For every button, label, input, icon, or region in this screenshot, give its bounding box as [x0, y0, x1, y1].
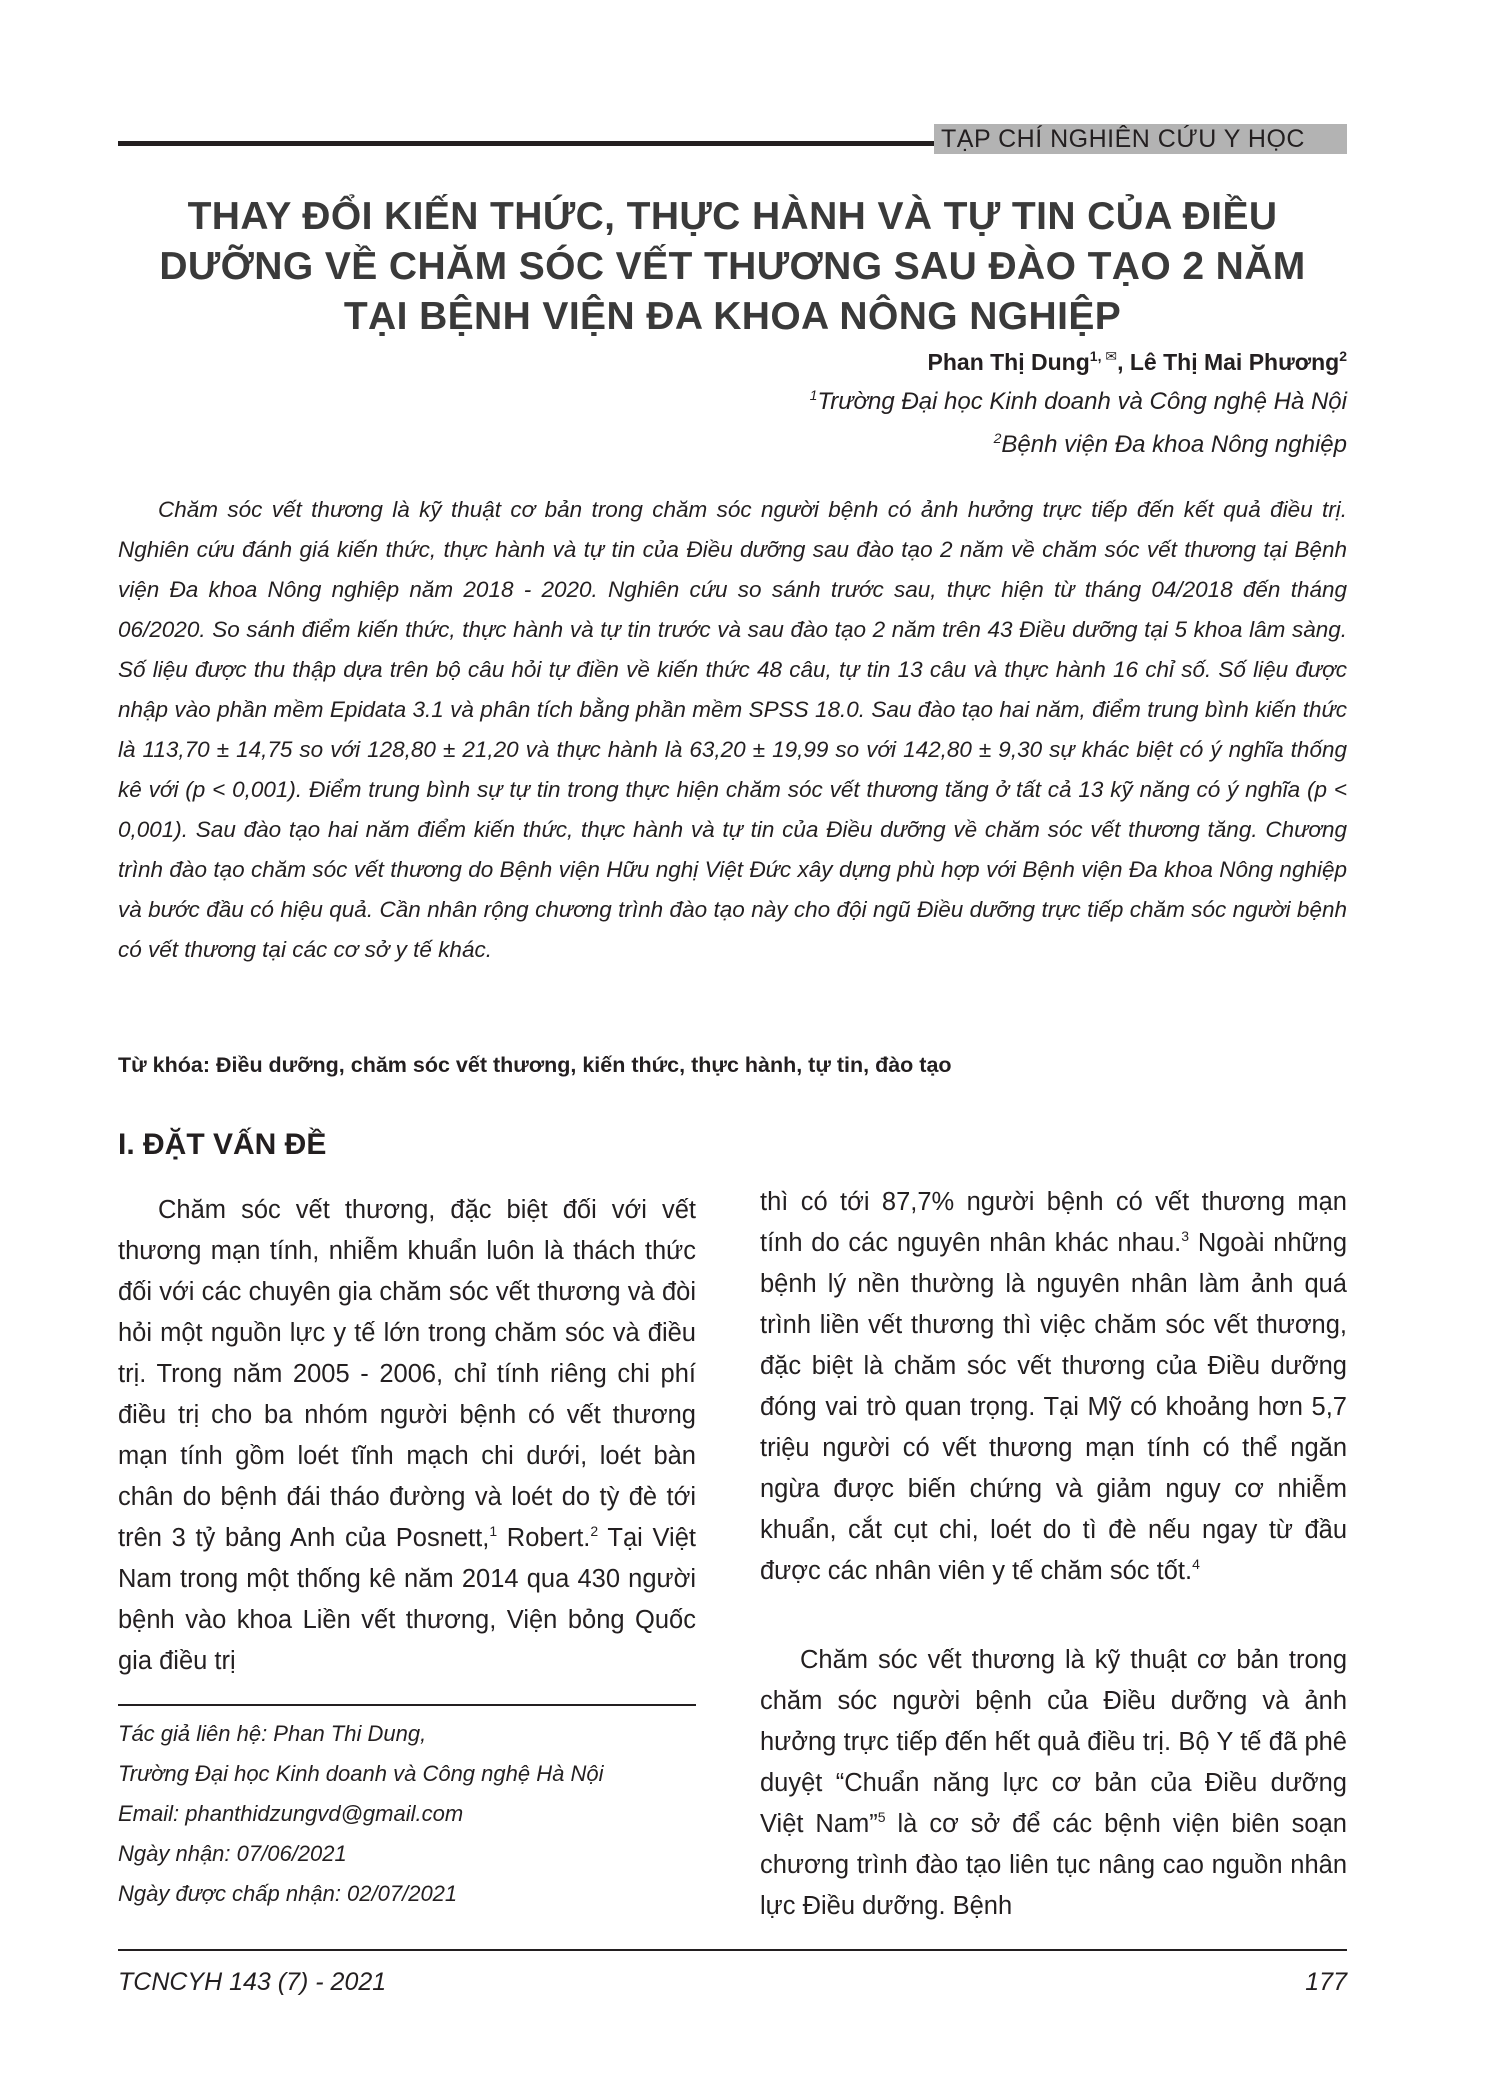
affiliation-name: Trường Đại học Kinh doanh và Công nghệ Hà Nội: [817, 388, 1347, 415]
author-list: [928, 341, 1347, 377]
footnote-accepted-date: Ngày được chấp nhận: 02/07/2021: [118, 1881, 458, 1906]
reference-mark: 5: [877, 1809, 886, 1825]
author-name: Lê Thị Mai Phương: [1129, 349, 1340, 375]
author-name: Phan Thị Dung: [927, 349, 1090, 375]
body-text: Chăm sóc vết thương, đặc biệt đối với vết thương mạn tính, nhiễm khuẩn luôn là thách thức đối với các chuyên gia chăm sóc vết thương và đòi hỏi một nguồn lực y tế lớn trong chăm sóc và điều trị. Trong năm 2005 - 2006, chỉ tính riêng chi phí điều trị cho ba nhóm người bệnh có vết thương mạn tính gồm loét tĩnh mạch chi dưới, loét bàn chân do bệnh đái tháo đường và loét do tỳ đè tới trên 3 tỷ bảng Anh của Posnett,: [118, 1196, 696, 1552]
section-heading: I. ĐẶT VẤN ĐỀ: [118, 1128, 327, 1161]
title-line: DƯỠNG VỀ CHĂM SÓC VẾT THƯƠNG SAU ĐÀO TẠO 2 NĂM: [159, 245, 1306, 288]
body-text: Robert.: [497, 1524, 591, 1552]
correspondence-footnote: [118, 1714, 718, 1914]
affiliation: [810, 380, 1347, 417]
footer-journal-issue: TCNCYH 143 (7) - 2021: [118, 1968, 387, 1996]
affiliation-name: Bệnh viện Đa khoa Nông nghiệp: [1001, 431, 1347, 458]
footnote-institution: Trường Đại học Kinh doanh và Công nghệ Hà Nội: [118, 1761, 604, 1786]
affiliation: [994, 423, 1347, 460]
body-paragraph: [760, 1640, 1347, 1927]
footnote-received-date: Ngày nhận: 07/06/2021: [118, 1841, 347, 1866]
title-line: THAY ĐỔI KIẾN THỨC, THỰC HÀNH VÀ TỰ TIN CỦA ĐIỀU: [187, 195, 1278, 238]
body-paragraph: [118, 1190, 696, 1682]
author-affiliation-mark: 1, ✉: [1089, 348, 1118, 364]
author-affiliation-mark: 2: [1339, 348, 1347, 364]
abstract: Chăm sóc vết thương là kỹ thuật cơ bản trong chăm sóc người bệnh có ảnh hưởng trực tiếp đến kết quả điều trị. Nghiên cứu đánh giá kiến thức, thực hành và tự tin của Điều dưỡng sau đào tạo 2 năm về chăm sóc vết thương tại Bệnh viện Đa khoa Nông nghiệp năm 2018 - 2020. Nghiên cứu so sánh trước sau, thực hiện từ tháng 04/2018 đến tháng 06/2020. So sánh điểm kiến thức, thực hành và tự tin trước và sau đào tạo 2 năm trên 43 Điều dưỡng tại 5 khoa lâm sàng. Số liệu được thu thập dựa trên bộ câu hỏi tự điền về kiến thức 48 câu, tự tin 13 câu và thực hành 16 chỉ số. Số liệu được nhập vào phần mềm Epidata 3.1 và phân tích bằng phần mềm SPSS 18.0. Sau đào tạo hai năm, điểm trung bình kiến thức là 113,70 ± 14,75 so với 128,80 ± 21,20 và thực hành là 63,20 ± 19,99 so với 142,80 ± 9,30 sự khác biệt có ý nghĩa thống kê với (p < 0,001). Điểm trung bình sự tự tin trong thực hiện chăm sóc vết thương tăng ở tất cả 13 kỹ năng có ý nghĩa (p < 0,001). Sau đào tạo hai năm điểm kiến thức, thực hành và tự tin của Điều dưỡng về chăm sóc vết thương tăng. Chương trình đào tạo chăm sóc vết thương do Bệnh viện Hữu nghị Việt Đức xây dựng phù hợp với Bệnh viện Đa khoa Nông nghiệp và bước đầu có hiệu quả. Cần nhân rộng chương trình đào tạo này cho đội ngũ Điều dưỡng trực tiếp chăm sóc người bệnh có vết thương tại các cơ sở y tế khác.: [118, 497, 1347, 962]
title-line: TẠI BỆNH VIỆN ĐA KHOA NÔNG NGHIỆP: [343, 295, 1122, 338]
header-rule: [118, 141, 934, 146]
journal-name-banner: TẠP CHÍ NGHIÊN CỨU Y HỌC: [934, 124, 1347, 154]
footnote-contact: Tác giả liên hệ: Phan Thi Dung,: [118, 1721, 427, 1746]
keywords: Từ khóa: Điều dưỡng, chăm sóc vết thương, kiến thức, thực hành, tự tin, đào tạo: [118, 1053, 952, 1077]
body-text: là cơ sở để các bệnh viện biên soạn chương trình đào tạo liên tục nâng cao nguồn nhân lực Điều dưỡng. Bệnh: [760, 1810, 1347, 1920]
body-text: Chăm sóc vết thương là kỹ thuật cơ bản trong chăm sóc người bệnh của Điều dưỡng và ảnh hưởng trực tiếp đến hết quả điều trị. Bộ Y tế đã phê duyệt “Chuẩn năng lực cơ bản của Điều dưỡng Việt Nam”: [760, 1646, 1347, 1838]
body-paragraph: [760, 1182, 1347, 1592]
body-text: Tại Việt Nam trong một thống kê năm 2014 qua 430 người bệnh vào khoa Liền vết thương, Viện bỏng Quốc gia điều trị: [118, 1524, 696, 1675]
affiliation-number: 1: [809, 387, 818, 403]
reference-mark: 2: [590, 1523, 599, 1539]
footer-rule: [118, 1949, 1347, 1951]
article-title: [118, 192, 1347, 342]
reference-mark: 1: [489, 1523, 498, 1539]
reference-mark: 3: [1181, 1228, 1190, 1244]
body-text: thì có tới 87,7% người bệnh có vết thương mạn tính do các nguyên nhân khác nhau.: [760, 1188, 1347, 1257]
page-number: 177: [1305, 1968, 1347, 1996]
author-separator: ,: [1117, 349, 1130, 375]
affiliation-number: 2: [993, 430, 1002, 446]
body-text: Ngoài những bệnh lý nền thường là nguyên nhân làm ảnh quá trình liền vết thương thì việc chăm sóc vết thương, đặc biệt là chăm sóc vết thương của Điều dưỡng đóng vai trò quan trọng. Tại Mỹ có khoảng hơn 5,7 triệu người có vết thương mạn tính có thể ngăn ngừa được biến chứng và giảm nguy cơ nhiễm khuẩn, cắt cụt chi, loét do tì đè nếu ngay từ đầu được các nhân viên y tế chăm sóc tốt.: [760, 1229, 1348, 1585]
footnote-email: Email: phanthidzungvd@gmail.com: [118, 1801, 464, 1826]
footnote-rule: [118, 1704, 696, 1706]
reference-mark: 4: [1192, 1556, 1200, 1572]
